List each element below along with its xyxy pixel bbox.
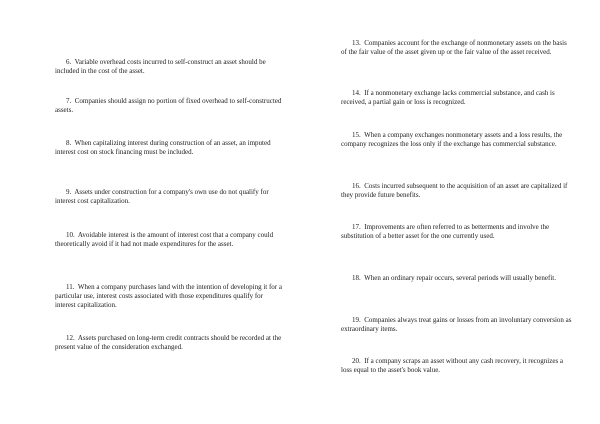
statement-text: When capitalizing interest during construction of an asset, an imputed interest cost on stock financing must be included.	[55, 139, 271, 156]
statement-item	[341, 39, 573, 57]
statement-text: When a company purchases land with the intention of developing it for a particular use, interest costs associated with those expenditures qualify for interest capitalization.	[55, 283, 282, 309]
statement-item	[55, 334, 283, 352]
statement-item	[55, 283, 283, 310]
statement-number: 8 .	[66, 139, 75, 147]
statement-number: 12 .	[66, 334, 78, 342]
statement-number: 7 .	[66, 97, 75, 105]
statement-text: Companies account for the exchange of nonmonetary assets on the basis of the fair value of the asset given up or the fair value of the asset received.	[341, 39, 567, 56]
statement-item	[341, 357, 573, 375]
statement-text: If a company scraps an asset without any cash recovery, it recognizes a loss equal to the asset's book value.	[341, 357, 564, 374]
statement-text: If a nonmonetary exchange lacks commercial substance, and cash is received, a partial gain or loss is recognized.	[341, 89, 555, 106]
statement-number: 10 .	[66, 231, 78, 239]
statement-text: Companies should assign no portion of fixed overhead to self-constructed assets.	[55, 97, 282, 114]
statement-text: Variable overhead costs incurred to self-construct an asset should be included in the cost of the asset.	[55, 58, 266, 75]
statement-text: When a company exchanges nonmonetary assets and a loss results, the company recognizes the loss only if the exchange has commercial substance.	[341, 131, 563, 148]
statement-number: 19 .	[352, 316, 364, 324]
statement-number: 20 .	[352, 357, 364, 365]
statement-item	[55, 58, 283, 76]
statement-text: Companies always treat gains or losses from an involuntary conversion as extraordinary items.	[341, 316, 572, 333]
statement-number: 13 .	[352, 39, 364, 47]
statement-item	[341, 274, 573, 283]
statement-text: Assets under construction for a company's own use do not qualify for interest cost capitalization.	[55, 188, 269, 205]
statement-item	[55, 231, 283, 249]
statement-item	[341, 131, 573, 149]
statement-number: 11 .	[66, 283, 78, 291]
statement-number: 17 .	[352, 223, 364, 231]
statement-item	[341, 89, 573, 107]
statement-text: Costs incurred subsequent to the acquisition of an asset are capitalized if they provide future benefits.	[341, 182, 568, 199]
statement-number: 9 .	[66, 188, 74, 196]
statement-number: 16 .	[352, 182, 364, 190]
statement-item	[55, 97, 283, 115]
statement-number: 15 .	[352, 131, 364, 139]
statement-item	[55, 139, 283, 157]
statement-item	[55, 188, 283, 206]
statement-item	[341, 182, 573, 200]
statement-text: Assets purchased on long-term credit contracts should be recorded at the present value of the consideration exchanged.	[55, 334, 282, 351]
statement-item	[341, 223, 573, 241]
statement-text: Improvements are often referred to as betterments and involve the substitution of a better asset for the one currently used.	[341, 223, 550, 240]
statement-number: 18 .	[352, 274, 364, 282]
statement-number: 6 .	[66, 58, 75, 66]
statement-text: When an ordinary repair occurs, several periods will usually benefit.	[364, 274, 556, 282]
statement-number: 14 .	[352, 89, 364, 97]
statement-text: Avoidable interest is the amount of interest cost that a company could theoretically avoid if it had not made expenditures for the asset.	[55, 231, 274, 248]
statement-item	[341, 316, 573, 334]
